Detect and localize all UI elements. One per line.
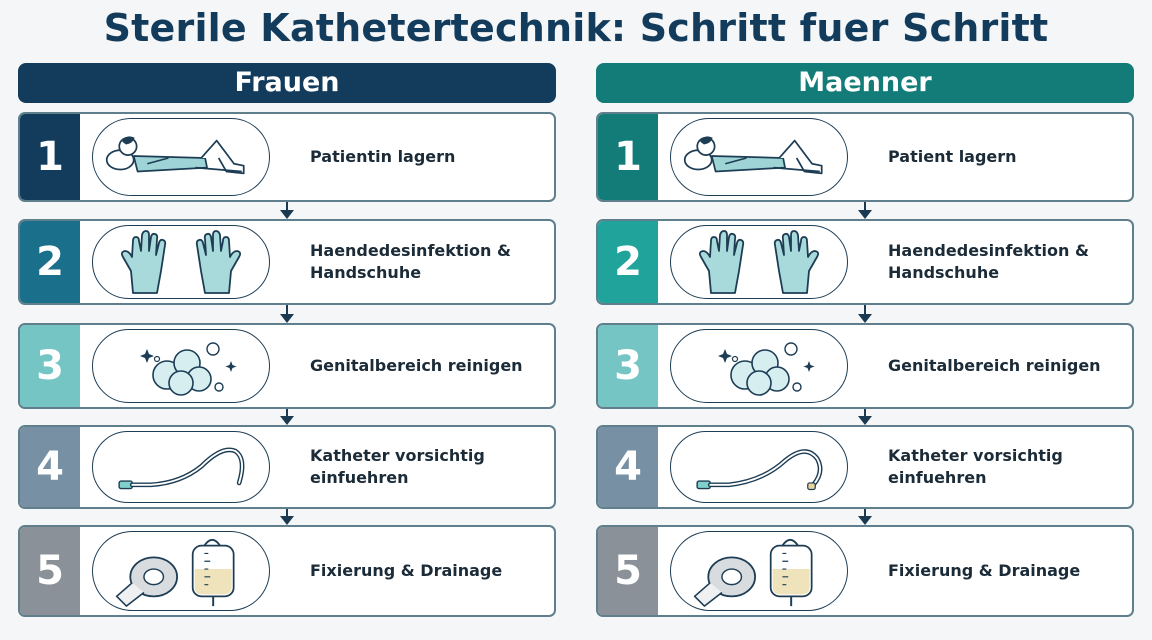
step-number: 5 [20, 527, 80, 615]
step-label: Haendedesinfektion & Handschuhe [888, 241, 1089, 282]
step-card-1 [596, 112, 1134, 202]
icon-pill [92, 431, 270, 503]
catheter-icon [684, 434, 834, 500]
icon-pill [92, 329, 270, 403]
step-number: 4 [598, 427, 658, 507]
icon-pill [670, 118, 848, 196]
step-card-5 [18, 525, 556, 617]
icon-pill [92, 225, 270, 299]
icon-pill [92, 118, 270, 196]
icon-pill [670, 225, 848, 299]
step-card-2 [596, 219, 1134, 305]
step-label: Katheter vorsichtig einfuehren [888, 446, 1063, 487]
step-card-4 [596, 425, 1134, 509]
step-label: Fixierung & Drainage [310, 561, 503, 580]
icon-pill [92, 531, 270, 611]
column-header-maenner: Maenner [596, 63, 1134, 103]
tape-and-urine-bag-icon [681, 532, 837, 610]
step-label: Katheter vorsichtig einfuehren [310, 446, 485, 487]
step-number: 4 [20, 427, 80, 507]
flow-arrow [280, 509, 294, 525]
step-number: 5 [598, 527, 658, 615]
step-label: Genitalbereich reinigen [310, 356, 523, 375]
icon-pill [670, 431, 848, 503]
step-number: 2 [598, 221, 658, 303]
step-card-3 [18, 323, 556, 409]
icon-pill [670, 329, 848, 403]
step-number: 1 [20, 114, 80, 200]
column-frauen [18, 63, 556, 594]
step-number: 3 [20, 325, 80, 407]
step-card-1 [18, 112, 556, 202]
gloves-icon [689, 227, 829, 297]
step-label: Genitalbereich reinigen [888, 356, 1101, 375]
flow-arrow [280, 305, 294, 323]
step-label: Patient lagern [888, 147, 1017, 166]
step-label: Fixierung & Drainage [888, 561, 1081, 580]
page-title: Sterile Kathetertechnik: Schritt fuer Schritt [103, 6, 1049, 50]
flow-arrow [858, 509, 872, 525]
step-number: 2 [20, 221, 80, 303]
catheter-icon [106, 434, 256, 500]
step-card-5 [596, 525, 1134, 617]
step-number: 1 [598, 114, 658, 200]
gloves-icon [111, 227, 251, 297]
icon-pill [670, 531, 848, 611]
column-maenner [596, 63, 1134, 594]
flow-arrow [858, 409, 872, 425]
flow-arrow [858, 305, 872, 323]
person-lying-icon [99, 123, 263, 191]
step-label: Haendedesinfektion & Handschuhe [310, 241, 511, 282]
step-card-4 [18, 425, 556, 509]
flow-arrow [280, 202, 294, 219]
tape-and-urine-bag-icon [103, 532, 259, 610]
step-number: 3 [598, 325, 658, 407]
person-lying-icon [677, 123, 841, 191]
flow-arrow [280, 409, 294, 425]
foam-bubbles-icon [111, 331, 251, 401]
step-label: Patientin lagern [310, 147, 456, 166]
flow-arrow [858, 202, 872, 219]
foam-bubbles-icon [689, 331, 829, 401]
step-card-3 [596, 323, 1134, 409]
step-card-2 [18, 219, 556, 305]
column-header-frauen: Frauen [18, 63, 556, 103]
